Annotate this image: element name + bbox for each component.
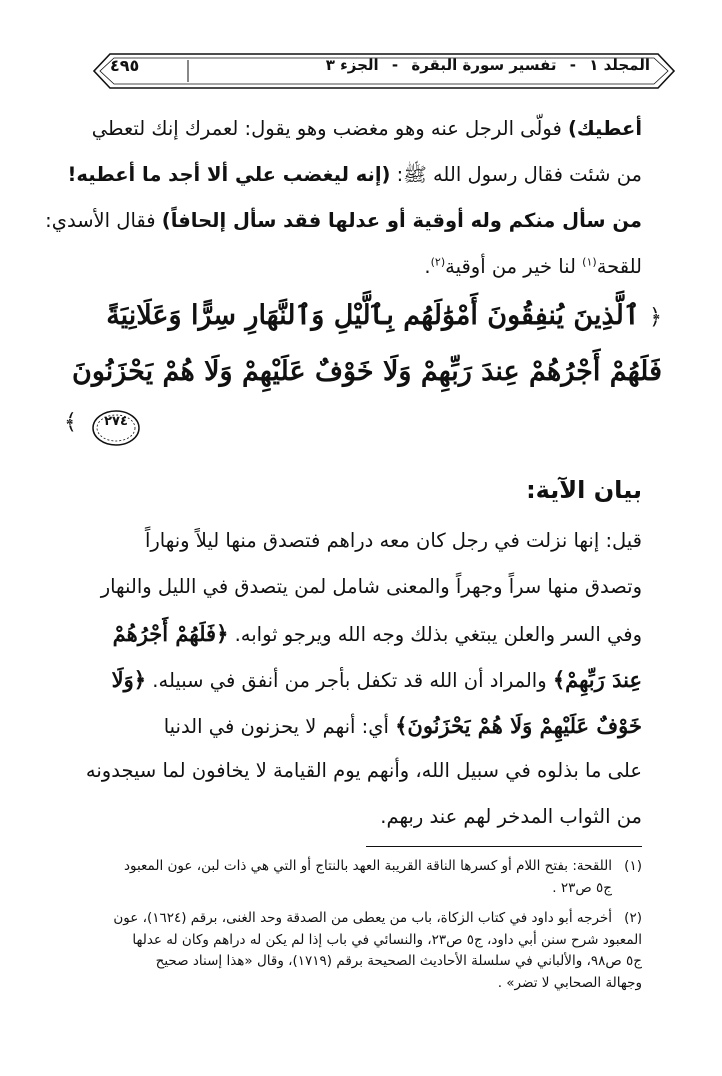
text-line: [80, 758, 642, 784]
text-run: على ما بذلوه في سبيل الله، وأنهم يوم القيامة لا يخافون لما سيجدونه: [85, 759, 642, 782]
quran-quote: عِندَ رَبِّهِمْ﴾: [552, 667, 642, 692]
header-separator: -: [391, 56, 399, 74]
text-run: أي: أنهم لا يحزنون في الدنيا: [163, 715, 396, 738]
ayah-number: ٢٧٤: [104, 414, 128, 429]
footnote-line: [80, 908, 642, 930]
bold-quote: (إنه ليغضب علي ألا أجد ما أعطيه!: [67, 163, 391, 186]
quran-quote: خَوْفٌ عَلَيْهِمْ وَلَا هُمْ يَحْزَنُونَ﴾: [395, 713, 642, 738]
text-line: [80, 116, 642, 142]
text-run: وفي السر والعلن يبتغي بذلك وجه الله ويرجو ثوابه.: [228, 623, 642, 646]
footnote-line: [80, 930, 642, 952]
text-line: [80, 254, 642, 280]
text-line: [45, 208, 642, 234]
text-line: [67, 162, 642, 188]
quran-quote: ﴿فَلَهُمْ أَجْرُهُمْ: [112, 621, 229, 646]
footnote-text: ج٥ ص٢٣ .: [552, 879, 612, 896]
text-run: للقحة: [596, 255, 642, 278]
footnote-number: (٢): [624, 910, 642, 926]
text-run: والمراد أن الله قد تكفل بأجر من أنفق في سبيله.: [146, 669, 553, 692]
header-part: الجزء ٣: [325, 56, 379, 74]
text-run: من شئت فقال رسول الله ﷺ:: [390, 163, 642, 186]
footnote-text: اللقحة: بفتح اللام أو كسرها الناقة القريبة العهد بالنتاج أو التي هي ذات لبن، عون المعبود: [123, 858, 612, 874]
text-line: [80, 528, 642, 554]
header-separator: -: [569, 56, 576, 74]
footnote-text: أخرجه أبو داود في كتاب الزكاة، باب من يعطى من الصدقة وحد الغنى، برقم (١٦٢٤)، عون: [113, 910, 612, 926]
verse-open-bracket: ﴿: [649, 305, 662, 330]
footnote-text: وجهالة الصحابي لا تضر» .: [497, 974, 642, 991]
text-run: .: [424, 255, 431, 278]
text-line: [80, 620, 642, 648]
text-run: فقال الأسدي:: [45, 209, 162, 232]
quran-quote: ﴿وَلَا: [111, 667, 147, 692]
footnote-number: (١): [624, 858, 642, 874]
header-title: [214, 56, 654, 74]
footnote-line: [80, 973, 642, 995]
header-surah-title: تفسير سورة البقرة: [411, 56, 557, 74]
bold-quote: من سأل منكم وله أوقية أو عدلها فقد سأل إلحافاً): [161, 209, 642, 232]
section-title: بيان الآية:: [526, 476, 642, 504]
verse-close-bracket: ﴾: [64, 410, 77, 435]
bold-quote: أعطيك): [567, 117, 642, 140]
footnote-text: المعبود شرح سنن أبي داود، ج٥ ص٢٣، والنسائي في باب إذا لم يكن له دراهم وكان له عدلها: [132, 931, 642, 948]
verse-line: [62, 356, 662, 387]
text-line: [80, 574, 642, 600]
footnote: [80, 856, 642, 899]
text-run: وتصدق منها سراً وجهراً والمعنى شامل لمن يتصدق في الليل والنهار: [100, 575, 642, 598]
footnote-line: [80, 856, 642, 878]
header-volume: المجلد ١: [589, 56, 650, 74]
verse-text: ٱلَّذِينَ يُنفِقُونَ أَمْوَٰلَهُم بِٱلَّيْلِ وَٱلنَّهَارِ سِرًّا وَعَلَانِيَةً: [106, 300, 640, 331]
verse-text: فَلَهُمْ أَجْرُهُمْ عِندَ رَبِّهِمْ وَلَا خَوْفٌ عَلَيْهِمْ وَلَا هُمْ يَحْزَنُونَ: [71, 356, 662, 387]
running-header: [88, 50, 678, 92]
footnote-ref[interactable]: (١): [582, 255, 597, 269]
text-line: [80, 712, 642, 740]
text-run: من الثواب المدخر لهم عند ربهم.: [380, 805, 642, 828]
footnote-line: [80, 878, 642, 900]
footnote-line: [80, 951, 642, 973]
text-line: [80, 666, 642, 694]
footnote-text: ج٥ ص٩٨، والألباني في سلسلة الأحاديث الصحيحة برقم (١٧١٩)، وقال «هذا إسناد صحيح: [155, 953, 642, 970]
footnote: [80, 908, 642, 994]
text-line: [80, 804, 642, 830]
page-number: ٤٩٥: [110, 56, 140, 75]
footnote-divider: [366, 846, 642, 847]
text-run: لنا خير من أوقية: [445, 255, 583, 278]
verse-line: [62, 300, 662, 331]
footnote-ref[interactable]: (٢): [430, 255, 446, 269]
text-run: قيل: إنها نزلت في رجل كان معه دراهم فتصدق منها ليلاً ونهاراً: [144, 529, 642, 552]
text-run: فولّى الرجل عنه وهو مغضب وهو يقول: لعمرك إنك لتعطي: [91, 117, 568, 140]
